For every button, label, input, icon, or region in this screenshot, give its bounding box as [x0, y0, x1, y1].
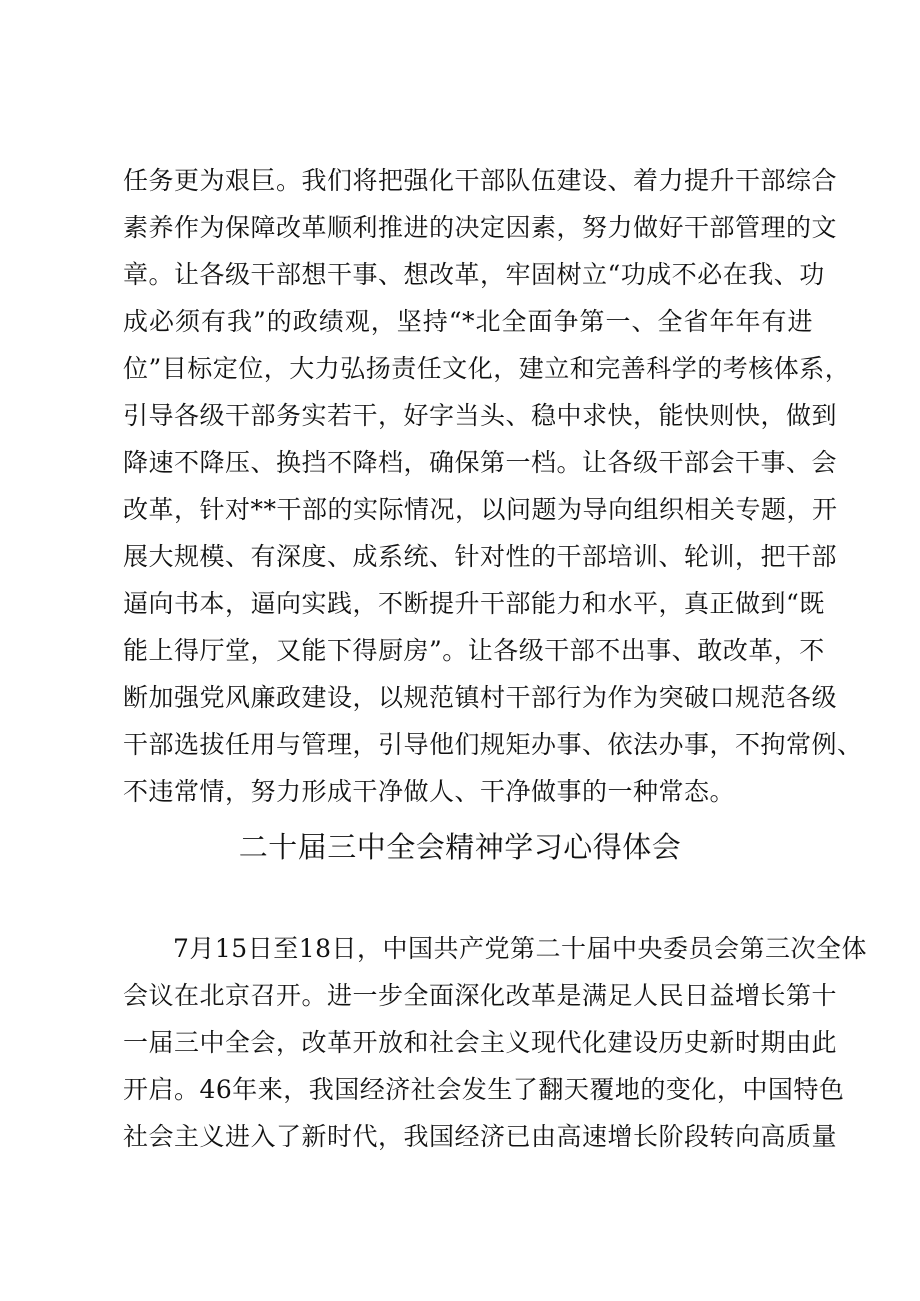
text-line: 引导各级干部务实若干，好字当头、稳中求快，能快则快，做到	[123, 401, 838, 430]
text-line: 会议在北京召开。进一步全面深化改革是满足人民日益增长第十	[123, 981, 838, 1010]
text-line: 断加强党风廉政建设，以规范镇村干部行为作为突破口规范各级	[123, 683, 838, 712]
text-line: 一届三中全会，改革开放和社会主义现代化建设历史新时期由此	[123, 1028, 838, 1057]
text-line: 章。让各级干部想干事、想改革，牢固树立“功成不必在我、功	[123, 260, 825, 289]
text-line: 7月15日至18日，中国共产党第二十届中央委员会第三次全体	[173, 934, 868, 963]
text-line: 不违常情，努力形成干净做人、干净做事的一种常态。	[123, 777, 736, 806]
text-line: 任务更为艰巨。我们将把强化干部队伍建设、着力提升干部综合	[123, 166, 838, 195]
body-paragraph-2	[123, 925, 868, 1160]
text-line: 开启。46年来，我国经济社会发生了翻天覆地的变化，中国特色	[123, 1075, 845, 1104]
text-line: 素养作为保障改革顺利推进的决定因素，努力做好干部管理的文	[123, 213, 838, 242]
text-line: 干部选拔任用与管理，引导他们规矩办事、依法办事，不拘常例、	[123, 730, 863, 759]
body-paragraph-1	[123, 157, 863, 815]
text-line: 成必须有我”的政绩观，坚持“*北全面争第一、全省年年有进	[123, 307, 813, 336]
text-line: 改革，针对**干部的实际情况，以问题为导向组织相关专题，开	[123, 495, 838, 524]
text-line: 位”目标定位，大力弘扬责任文化，建立和完善科学的考核体系，	[123, 354, 851, 383]
text-line: 能上得厅堂，又能下得厨房”。让各级干部不出事、敢改革，不	[123, 636, 825, 665]
section-title: 二十届三中全会精神学习心得体会	[238, 830, 682, 864]
text-line: 逼向书本，逼向实践，不断提升干部能力和水平，真正做到“既	[123, 589, 825, 618]
text-line: 社会主义进入了新时代，我国经济已由高速增长阶段转向高质量	[123, 1122, 838, 1151]
text-line: 降速不降压、换挡不降档，确保第一档。让各级干部会干事、会	[123, 448, 838, 477]
text-line: 展大规模、有深度、成系统、针对性的干部培训、轮训，把干部	[123, 542, 838, 571]
